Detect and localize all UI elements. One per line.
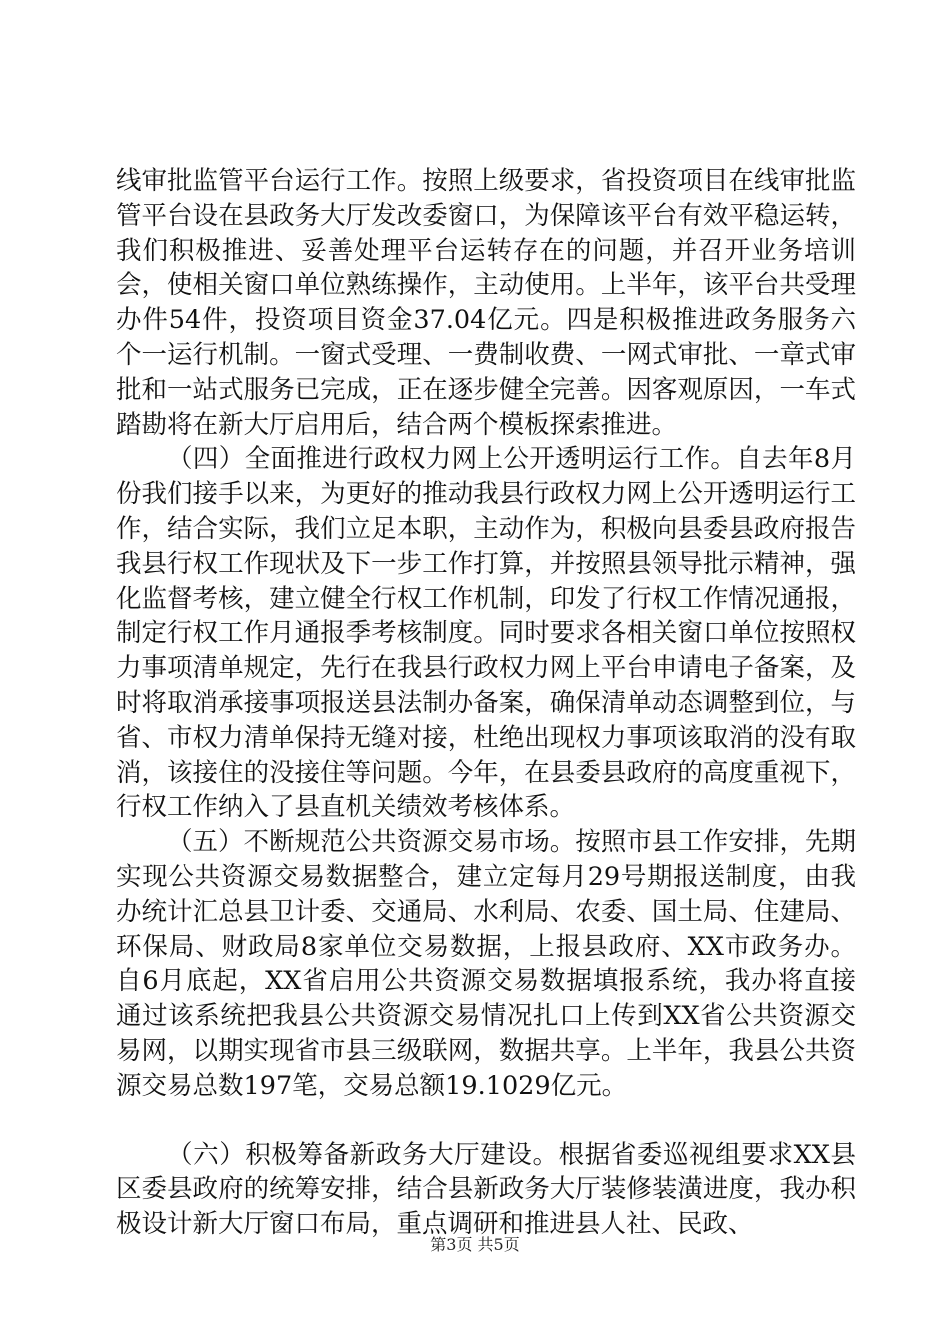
paragraph-gap bbox=[116, 1104, 856, 1138]
document-body bbox=[116, 164, 856, 1242]
paragraph-section-5: （五）不断规范公共资源交易市场。按照市县工作安排，先期实现公共资源交易数据整合，建立定每月29号期报送制度，由我办统计汇总县卫计委、交通局、水利局、农委、国土局、住建局、环保局、财政局8家单位交易数据，上报县政府、XX市政务办。自6月底起，XX省启用公共资源交易数据填报系统，我办将直接通过该系统把我县公共资源交易情况扎口上传到XX省公共资源交易网，以期实现省市县三级联网，数据共享。上半年，我县公共资源交易总数197笔，交易总额19.1029亿元。 bbox=[116, 827, 856, 1101]
paragraph-section-6: （六）积极筹备新政务大厅建设。根据省委巡视组要求XX县区委县政府的统筹安排，结合县新政务大厅装修装潢进度，我办积极设计新大厅窗口布局，重点调研和推进县人社、民政、 bbox=[116, 1139, 856, 1240]
paragraph-continuation: 线审批监管平台运行工作。按照上级要求，省投资项目在线审批监管平台设在县政务大厅发改委窗口，为保障该平台有效平稳运转，我们积极推进、妥善处理平台运转存在的问题，并召开业务培训会，使相关窗口单位熟练操作，主动使用。上半年，该平台共受理办件54件，投资项目资金37.04亿元。四是积极推进政务服务六个一运行机制。一窗式受理、一费制收费、一网式审批、一章式审批和一站式服务已完成，正在逐步健全完善。因客观原因，一车式踏勘将在新大厅启用后，结合两个模板探索推进。 bbox=[116, 166, 856, 440]
page-footer: 第3页 共5页 bbox=[430, 1235, 520, 1254]
paragraph-section-4: （四）全面推进行政权力网上公开透明运行工作。自去年8月份我们接手以来，为更好的推动我县行政权力网上公开透明运行工作，结合实际，我们立足本职，主动作为，积极向县委县政府报告我县行权工作现状及下一步工作打算，并按照县领导批示精神，强化监督考核，建立健全行权工作机制，印发了行权工作情况通报，制定行权工作月通报季考核制度。同时要求各相关窗口单位按照权力事项清单规定，先行在我县行政权力网上平台申请电子备案，及时将取消承接事项报送县法制办备案，确保清单动态调整到位，与省、市权力清单保持无缝对接，杜绝出现权力事项该取消的没有取消，该接住的没接住等问题。今年，在县委县政府的高度重视下，行权工作纳入了县直机关绩效考核体系。 bbox=[116, 444, 856, 823]
